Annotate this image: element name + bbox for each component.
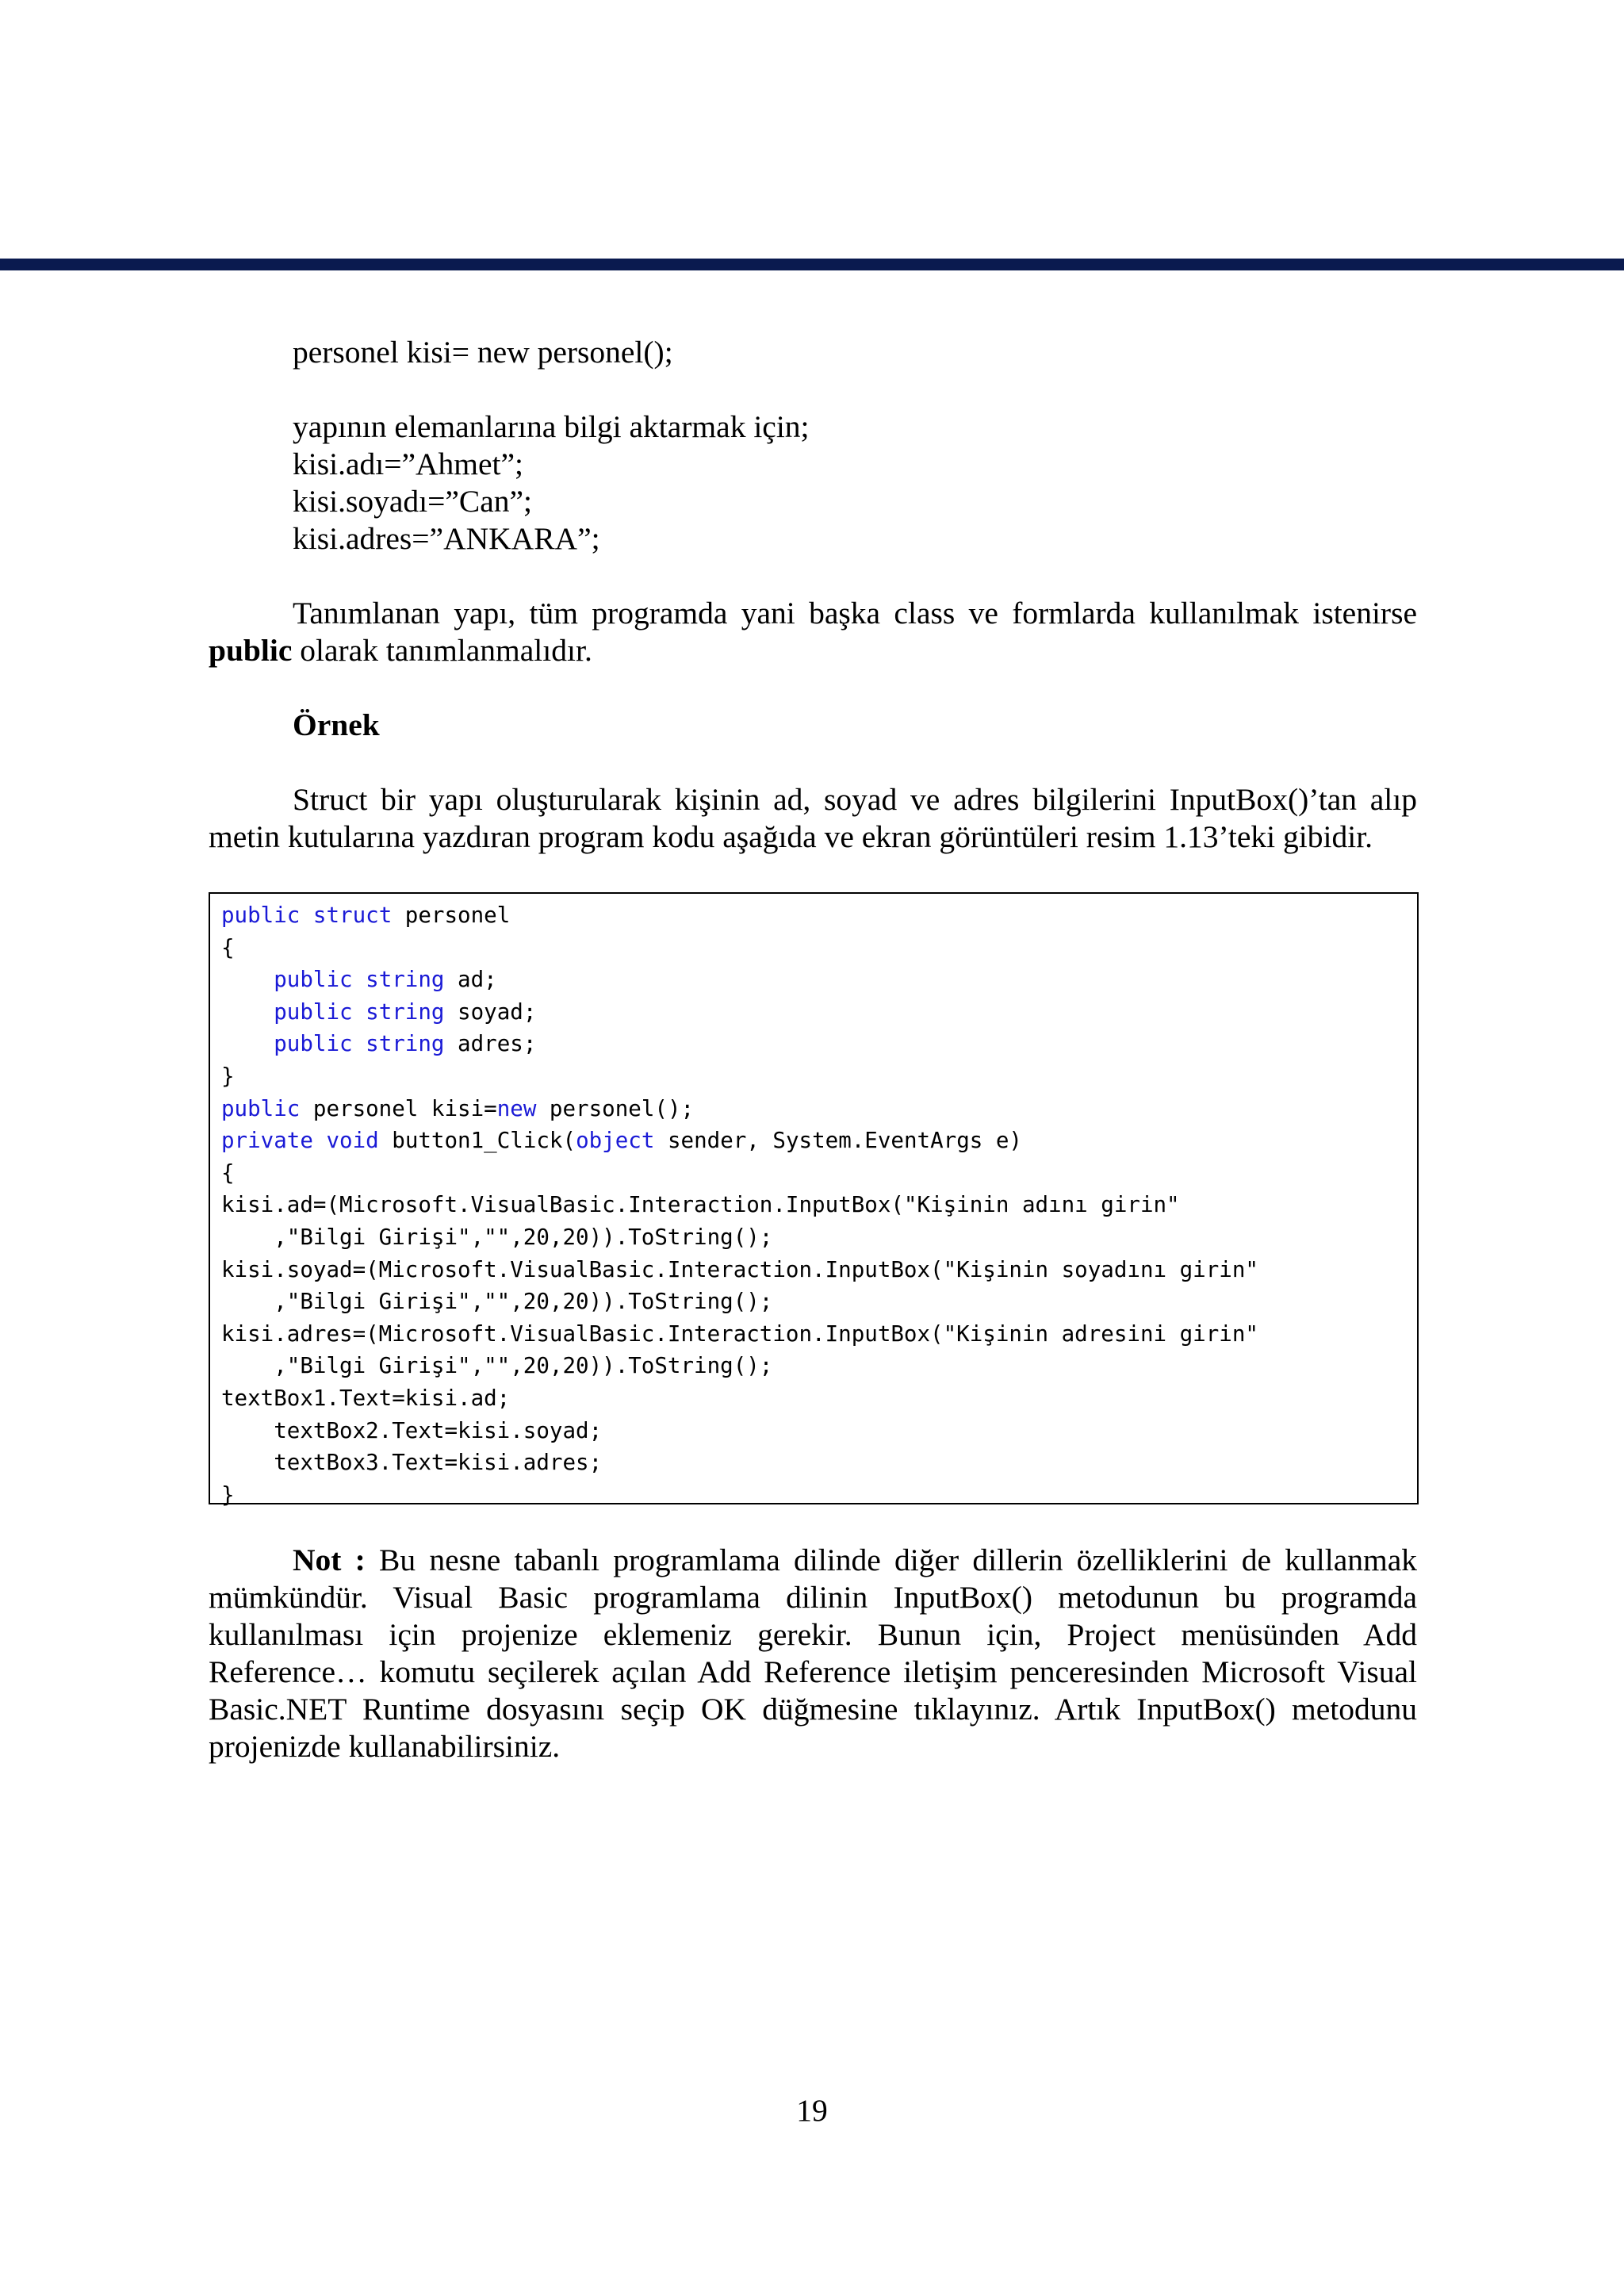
code-keyword: void: [326, 1128, 379, 1154]
example-paragraph: [209, 781, 1417, 856]
code-token: adres;: [444, 1031, 537, 1057]
code-token: personel: [392, 903, 511, 928]
code-line: [221, 1125, 1417, 1157]
code-line: [221, 1060, 1417, 1093]
code-token: [221, 1031, 274, 1056]
bold-keyword: public: [209, 633, 293, 668]
code-line: [221, 932, 1417, 964]
code-listing: [209, 892, 1419, 1508]
code-token: sender, System.EventArgs e): [654, 1128, 1022, 1154]
code-keyword: public: [221, 903, 301, 928]
code-keyword: public: [274, 998, 353, 1025]
code-token: }: [221, 1063, 235, 1089]
code-line: [221, 1318, 1417, 1351]
code-keyword: string: [366, 998, 445, 1025]
code-line: [221, 1415, 1417, 1447]
example-heading-block: [209, 707, 1417, 744]
statement-line: personel kisi= new personel();: [293, 335, 673, 370]
code-token: }: [221, 1481, 235, 1508]
code-line: [221, 1157, 1417, 1190]
code-line: [221, 1254, 1417, 1286]
code-token: kisi.soyad=(Microsoft.VisualBasic.Interaction.InputBox("Kişinin soyadını girin": [221, 1256, 1258, 1282]
code-keyword: public: [274, 1031, 353, 1057]
code-keyword: string: [366, 967, 445, 993]
code-line: [221, 899, 1417, 932]
code-token: [353, 967, 366, 992]
code-token: {: [221, 934, 235, 960]
page-number: 19: [796, 2093, 828, 2128]
code-token: personel kisi=: [300, 1095, 497, 1121]
code-keyword: private: [221, 1128, 313, 1154]
code-token: [353, 1031, 366, 1056]
code-token: {: [221, 1159, 235, 1186]
code-token: textBox3.Text=kisi.adres;: [221, 1450, 603, 1476]
code-token: [300, 903, 313, 928]
note-text: [209, 1542, 1417, 1765]
code-token: [221, 967, 274, 992]
code-token: textBox1.Text=kisi.ad;: [221, 1385, 511, 1411]
code-token: kisi.adres=(Microsoft.VisualBasic.Interaction.InputBox("Kişinin adresini girin": [221, 1320, 1258, 1347]
paragraph-text-end: olarak tanımlanmalıdır.: [292, 633, 592, 668]
note-body: Bu nesne tabanlı programlama dilinde diğer dillerin özelliklerini de kullanmak mümkündür. Visual Basic programlama dilinin InputBox() metodunun bu programda kullanılması için projenize eklemeniz gerekir. Bunun için, Project menüsünden Add Reference… komutu seçilerek açılan Add Reference iletişim penceresinden Microsoft Visual Basic.NET Runtime dosyasını seçip OK düğmesine tıklayınız. Artık InputBox() metodunu projenizde kullanabilirsiniz.: [209, 1543, 1417, 1764]
code-token: personel();: [536, 1095, 695, 1121]
code-token: ad;: [444, 967, 497, 993]
code-line: [221, 964, 1417, 996]
statement-line: yapının elemanlarına bilgi aktarmak için;: [293, 409, 810, 444]
code-token: [353, 999, 366, 1025]
code-line: [221, 1479, 1417, 1512]
code-token: ,"Bilgi Girişi","",20,20)).ToString();: [221, 1353, 773, 1379]
assignment-block: [209, 408, 1417, 558]
code-keyword: string: [366, 1031, 445, 1057]
code-line: [221, 1286, 1417, 1318]
code-line: [221, 1382, 1417, 1415]
code-keyword: object: [576, 1128, 655, 1154]
code-keyword: public: [221, 1095, 301, 1121]
code-token: [313, 1128, 327, 1153]
code-token: button1_Click(: [378, 1128, 576, 1154]
code-line: [221, 1028, 1417, 1060]
code-token: soyad;: [444, 998, 537, 1025]
paragraph-text: Struct bir yapı oluşturularak kişinin ad, soyad ve adres bilgilerini InputBox()’tan alıp metin kutularına yazdıran program kodu aşağıda ve ekran görüntüleri resim 1.13’teki gibidir.: [209, 782, 1417, 854]
note-paragraph: [209, 1542, 1417, 1765]
code-line: [221, 1221, 1417, 1254]
code-line: [221, 1350, 1417, 1382]
code-keyword: struct: [312, 903, 393, 928]
code-keyword: public: [274, 967, 353, 993]
code-line: [221, 1093, 1417, 1125]
statement-line: kisi.adı=”Ahmet”;: [293, 447, 524, 481]
example-heading: Örnek: [293, 707, 380, 742]
code-token: ,"Bilgi Girişi","",20,20)).ToString();: [221, 1289, 773, 1315]
code-line: [221, 996, 1417, 1029]
code-token: [221, 999, 274, 1025]
code-token: kisi.ad=(Microsoft.VisualBasic.Interaction.InputBox("Kişinin adını girin": [221, 1192, 1180, 1218]
paragraph-text-start: Tanımlanan yapı, tüm programda yani başka class ve formlarda kullanılmak istenirse: [293, 596, 1417, 630]
code-token: textBox2.Text=kisi.soyad;: [221, 1417, 603, 1443]
intro-block: [209, 334, 1417, 371]
header-rule: [0, 259, 1624, 270]
code-keyword: new: [496, 1095, 537, 1121]
statement-line: kisi.adres=”ANKARA”;: [293, 521, 600, 556]
note-label: Not :: [293, 1543, 366, 1577]
code-line: [221, 1189, 1417, 1221]
paragraph-text: [209, 595, 1417, 669]
code-line: [221, 1447, 1417, 1479]
statement-line: kisi.soyadı=”Can”;: [293, 484, 533, 519]
code-token: ,"Bilgi Girişi","",20,20)).ToString();: [221, 1224, 773, 1250]
public-paragraph: [209, 595, 1417, 669]
